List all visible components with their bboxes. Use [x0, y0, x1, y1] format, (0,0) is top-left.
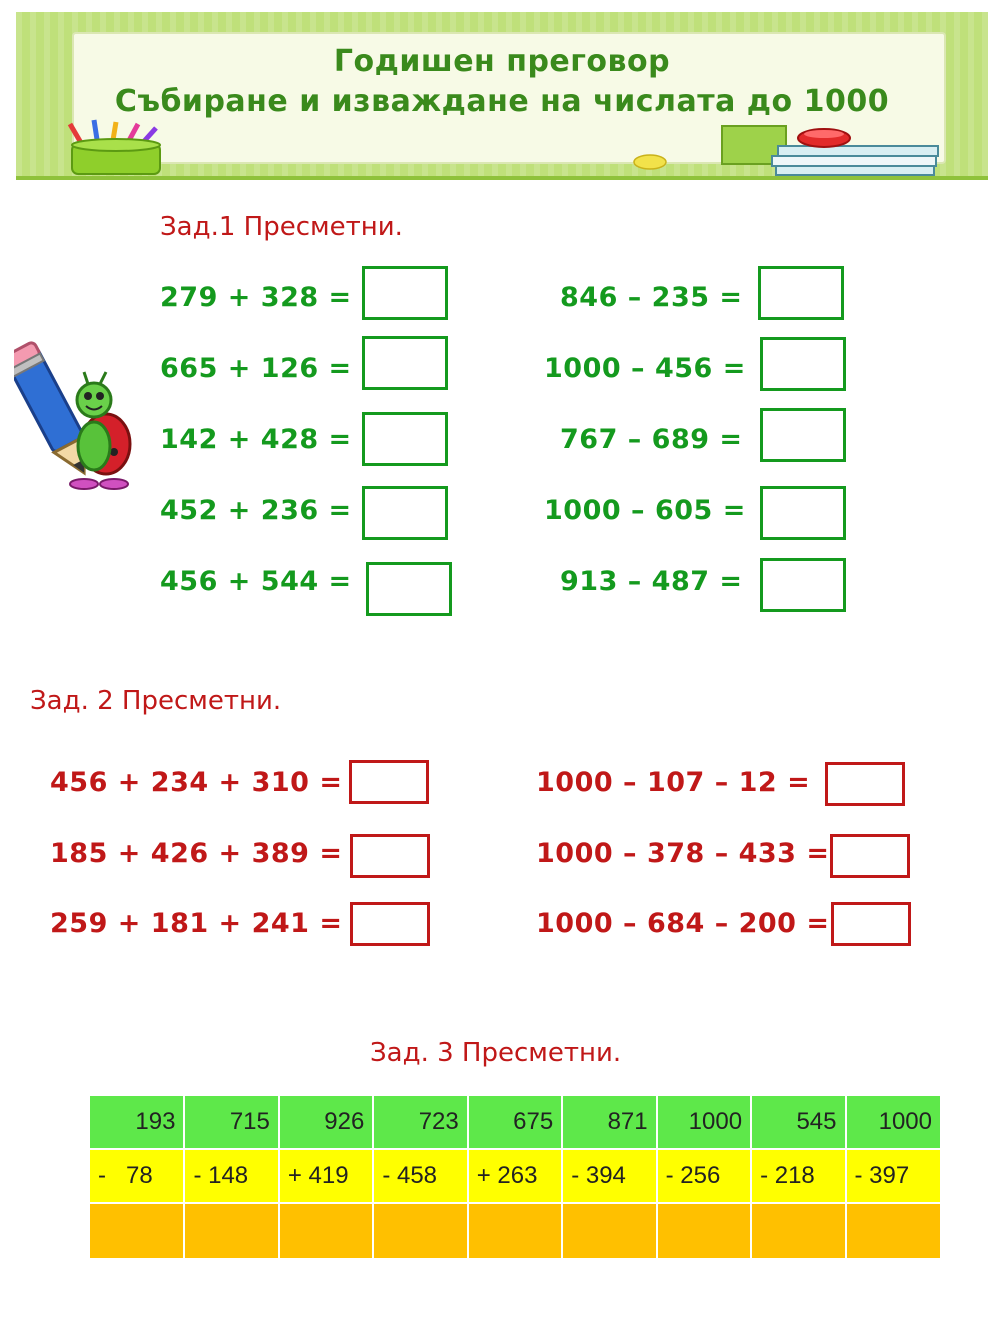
task1-right-answer-box-3[interactable]	[760, 408, 846, 462]
books-icon	[718, 118, 944, 178]
task2-left-answer-box-3[interactable]	[350, 902, 430, 946]
task1-heading: Зад.1 Пресметни.	[160, 212, 403, 242]
pencil-cup-icon	[64, 118, 174, 178]
task3-operations-row	[90, 1149, 940, 1203]
task3-answer-cell[interactable]	[562, 1203, 656, 1259]
task1-left-answer-box-5[interactable]	[366, 562, 452, 616]
task3-number-cell: 926	[279, 1096, 373, 1149]
task1-right-answer-box-2[interactable]	[760, 337, 846, 391]
task1-left-expression-3: 142 + 428 =	[160, 424, 352, 455]
task2-left-answer-box-2[interactable]	[350, 834, 430, 878]
task1-right-expression-1: 846 – 235 =	[560, 282, 743, 313]
task3-operation-cell: + 263	[468, 1149, 562, 1203]
task1-left-answer-box-2[interactable]	[362, 336, 448, 390]
task3-number-cell: 723	[373, 1096, 467, 1149]
task3-answer-cell[interactable]	[657, 1203, 751, 1259]
task3-answer-cell[interactable]	[751, 1203, 845, 1259]
task3-operation-cell: - 458	[373, 1149, 467, 1203]
flower-icon	[630, 150, 670, 174]
task3-answer-cell[interactable]	[90, 1203, 184, 1259]
task1-left-answer-box-4[interactable]	[362, 486, 448, 540]
task2-right-answer-box-3[interactable]	[831, 902, 911, 946]
task1-left-expression-4: 452 + 236 =	[160, 495, 352, 526]
task3-operation-cell: + 419	[279, 1149, 373, 1203]
task1-left-answer-box-1[interactable]	[362, 266, 448, 320]
task3-numbers-row	[90, 1096, 940, 1149]
task3-answer-cell[interactable]	[373, 1203, 467, 1259]
task3-number-cell: 1000	[846, 1096, 941, 1149]
task3-operation-cell: - 218	[751, 1149, 845, 1203]
task3-number-cell: 715	[184, 1096, 278, 1149]
task2-right-expression-1: 1000 – 107 – 12 =	[536, 767, 811, 798]
task3-operation-cell: - 148	[184, 1149, 278, 1203]
task2-left-answer-box-1[interactable]	[349, 760, 429, 804]
task1-right-expression-3: 767 – 689 =	[560, 424, 743, 455]
page-title: Годишен преговор	[333, 44, 671, 79]
task1-left-expression-1: 279 + 328 =	[160, 282, 352, 313]
task2-right-answer-box-1[interactable]	[825, 762, 905, 806]
task2-right-expression-3: 1000 – 684 – 200 =	[536, 908, 830, 939]
task1-left-expression-5: 456 + 544 =	[160, 566, 352, 597]
task3-number-cell: 193	[90, 1096, 184, 1149]
task2-heading: Зад. 2 Пресметни.	[30, 686, 282, 716]
task3-table	[90, 1096, 940, 1260]
task3-answer-cell[interactable]	[279, 1203, 373, 1259]
task3-answer-cell[interactable]	[846, 1203, 941, 1259]
task3-answer-cell[interactable]	[468, 1203, 562, 1259]
task3-heading: Зад. 3 Пресметни.	[370, 1038, 622, 1068]
task2-left-expression-1: 456 + 234 + 310 =	[50, 767, 343, 798]
task1-right-answer-box-5[interactable]	[760, 558, 846, 612]
task2-left-expression-2: 185 + 426 + 389 =	[50, 838, 343, 869]
task3-number-cell: 675	[468, 1096, 562, 1149]
task1-right-expression-4: 1000 – 605 =	[544, 495, 746, 526]
pencil-mascot-icon	[14, 334, 138, 490]
task1-left-expression-2: 665 + 126 =	[160, 353, 352, 384]
task3-answers-row	[90, 1203, 940, 1259]
task1-right-expression-2: 1000 – 456 =	[544, 353, 746, 384]
task3-number-cell: 1000	[657, 1096, 751, 1149]
task3-operation-cell: - 78	[90, 1149, 184, 1203]
task3-number-cell: 871	[562, 1096, 656, 1149]
task1-right-answer-box-4[interactable]	[760, 486, 846, 540]
task1-left-answer-box-3[interactable]	[362, 412, 448, 466]
task2-right-answer-box-2[interactable]	[830, 834, 910, 878]
task3-number-cell: 545	[751, 1096, 845, 1149]
task3-operation-cell: - 256	[657, 1149, 751, 1203]
task1-right-expression-5: 913 – 487 =	[560, 566, 743, 597]
task1-right-answer-box-1[interactable]	[758, 266, 844, 320]
task3-answer-cell[interactable]	[184, 1203, 278, 1259]
task2-right-expression-2: 1000 – 378 – 433 =	[536, 838, 830, 869]
task3-operation-cell: - 397	[846, 1149, 941, 1203]
task3-operation-cell: - 394	[562, 1149, 656, 1203]
task2-left-expression-3: 259 + 181 + 241 =	[50, 908, 343, 939]
page-subtitle: Събиране и изваждане на числата до 1000	[114, 84, 890, 119]
